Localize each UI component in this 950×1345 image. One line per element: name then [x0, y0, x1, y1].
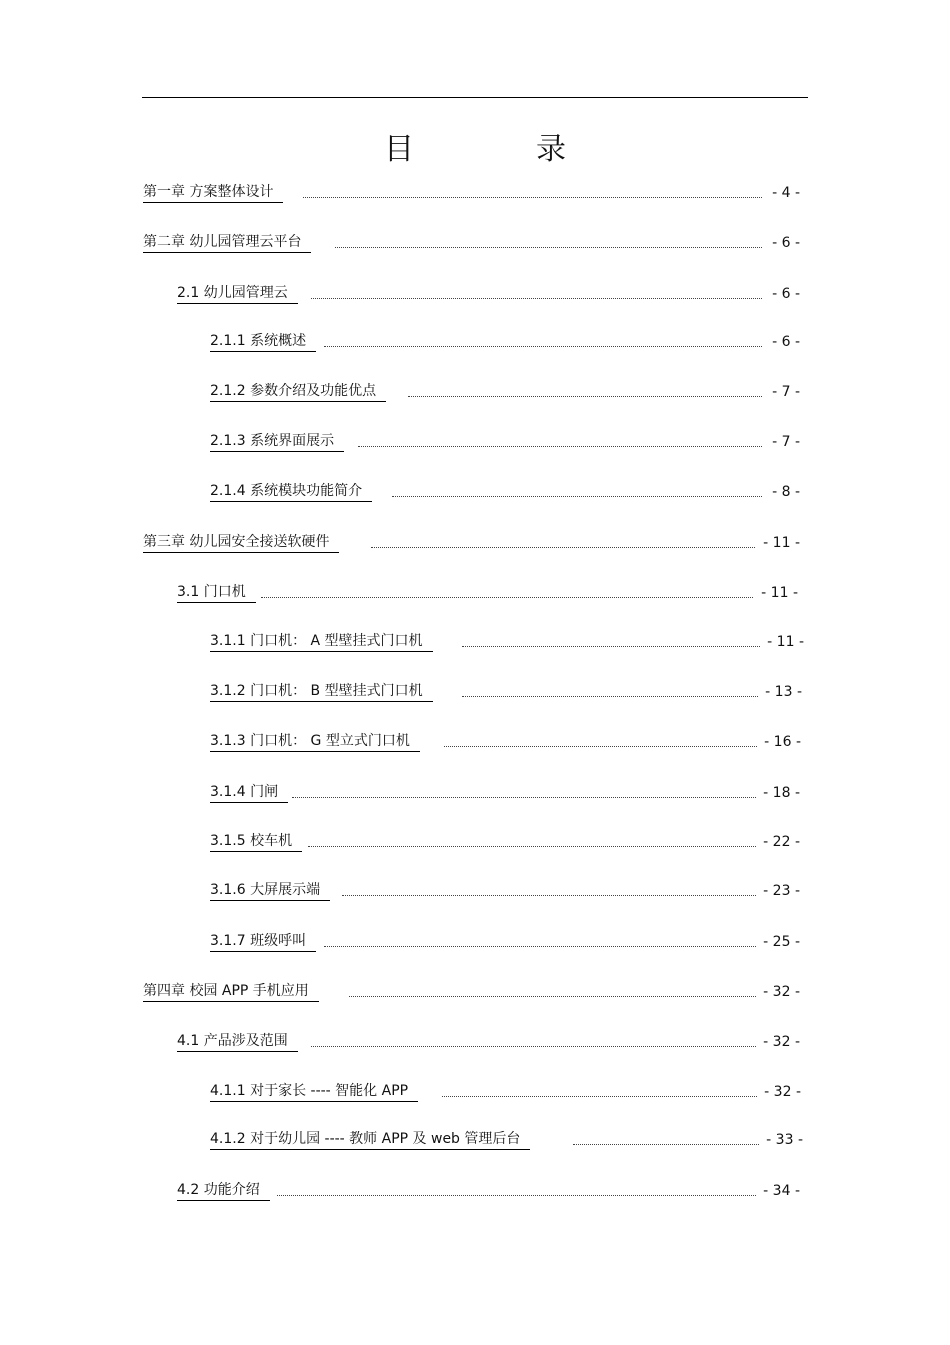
toc-entry-label: 3.1.7 班级呼叫	[210, 932, 316, 952]
header-rule	[142, 97, 808, 98]
toc-entry-label: 3.1 门口机	[177, 583, 256, 603]
toc-entry-page: - 13 -	[765, 684, 802, 700]
toc-entry-2-1-1[interactable]	[210, 332, 800, 352]
toc-leader-dots	[292, 797, 756, 798]
toc-entry-page: - 32 -	[764, 1084, 801, 1100]
toc-leader-dots	[392, 496, 762, 497]
toc-entry-page: - 18 -	[763, 785, 800, 801]
toc-leader-dots	[462, 696, 758, 697]
toc-entry-page: - 7 -	[772, 384, 800, 400]
toc-entry-label: 3.1.1 门口机： A 型壁挂式门口机	[210, 632, 433, 652]
toc-leader-dots	[277, 1195, 756, 1196]
toc-entry-chapter-4[interactable]	[143, 982, 800, 1002]
toc-entry-label: 3.1.3 门口机： G 型立式门口机	[210, 732, 420, 752]
toc-leader-dots	[324, 346, 762, 347]
toc-entry-2-1-2[interactable]	[210, 382, 800, 402]
toc-entry-label: 第三章 幼儿园安全接送软硬件	[143, 533, 339, 553]
toc-entry-3-1-3[interactable]	[210, 732, 801, 752]
toc-leader-dots	[358, 446, 762, 447]
toc-entry-label: 2.1.2 参数介绍及功能优点	[210, 382, 386, 402]
toc-leader-dots	[573, 1144, 759, 1145]
toc-leader-dots	[261, 597, 753, 598]
toc-entry-page: - 6 -	[772, 286, 800, 302]
toc-leader-dots	[308, 846, 756, 847]
toc-entry-2-1-4[interactable]	[210, 482, 800, 502]
page-title: 目 录	[384, 132, 612, 167]
toc-leader-dots	[311, 298, 762, 299]
toc-entry-label: 第一章 方案整体设计	[143, 183, 283, 203]
toc-entry-page: - 16 -	[764, 734, 801, 750]
toc-entry-label: 2.1.3 系统界面展示	[210, 432, 344, 452]
toc-entry-page: - 25 -	[763, 934, 800, 950]
toc-entry-page: - 11 -	[761, 585, 798, 601]
toc-entry-label: 第四章 校园 APP 手机应用	[143, 982, 319, 1002]
toc-entry-label: 4.1.2 对于幼儿园 ---- 教师 APP 及 web 管理后台	[210, 1130, 530, 1150]
toc-entry-label: 4.2 功能介绍	[177, 1181, 270, 1201]
toc-entry-2-1-3[interactable]	[210, 432, 800, 452]
toc-entry-label: 3.1.2 门口机： B 型壁挂式门口机	[210, 682, 433, 702]
toc-entry-page: - 4 -	[772, 185, 800, 201]
toc-entry-page: - 11 -	[767, 634, 804, 650]
toc-entry-page: - 6 -	[772, 235, 800, 251]
toc-leader-dots	[303, 197, 762, 198]
toc-entry-label: 3.1.6 大屏展示端	[210, 881, 330, 901]
toc-entry-3-1-6[interactable]	[210, 881, 800, 901]
toc-entry-page: - 6 -	[772, 334, 800, 350]
toc-entry-3-1-2[interactable]	[210, 682, 802, 702]
toc-entry-4-2[interactable]	[177, 1181, 800, 1201]
toc-entry-page: - 11 -	[763, 535, 800, 551]
toc-entry-label: 2.1 幼儿园管理云	[177, 284, 298, 304]
toc-entry-page: - 33 -	[766, 1132, 803, 1148]
toc-leader-dots	[371, 547, 755, 548]
toc-entry-page: - 7 -	[772, 434, 800, 450]
toc-leader-dots	[335, 247, 762, 248]
toc-entry-chapter-2[interactable]	[143, 233, 800, 253]
toc-leader-dots	[442, 1096, 757, 1097]
toc-entry-3-1-4[interactable]	[210, 783, 800, 803]
toc-entry-label: 第二章 幼儿园管理云平台	[143, 233, 311, 253]
toc-entry-chapter-1[interactable]	[143, 183, 800, 203]
toc-entry-page: - 34 -	[763, 1183, 800, 1199]
toc-entry-4-1-2[interactable]	[210, 1130, 803, 1150]
toc-entry-chapter-3[interactable]	[143, 533, 800, 553]
toc-entry-2-1[interactable]	[177, 284, 800, 304]
toc-leader-dots	[311, 1046, 756, 1047]
toc-leader-dots	[342, 895, 756, 896]
toc-entry-3-1-5[interactable]	[210, 832, 800, 852]
toc-entry-3-1-1[interactable]	[210, 632, 804, 652]
toc-entry-label: 2.1.1 系统概述	[210, 332, 316, 352]
toc-entry-page: - 32 -	[763, 1034, 800, 1050]
toc-entry-label: 3.1.4 门闸	[210, 783, 288, 803]
toc-entry-3-1[interactable]	[177, 583, 798, 603]
toc-entry-label: 3.1.5 校车机	[210, 832, 302, 852]
toc-entry-page: - 23 -	[763, 883, 800, 899]
toc-leader-dots	[462, 646, 760, 647]
toc-entry-page: - 32 -	[763, 984, 800, 1000]
toc-entry-3-1-7[interactable]	[210, 932, 800, 952]
toc-entry-label: 4.1.1 对于家长 ---- 智能化 APP	[210, 1082, 418, 1102]
toc-leader-dots	[324, 946, 756, 947]
toc-leader-dots	[349, 996, 756, 997]
toc-entry-page: - 8 -	[772, 484, 800, 500]
toc-entry-label: 2.1.4 系统模块功能简介	[210, 482, 372, 502]
toc-leader-dots	[444, 746, 757, 747]
toc-entry-4-1[interactable]	[177, 1032, 800, 1052]
toc-entry-label: 4.1 产品涉及范围	[177, 1032, 298, 1052]
toc-entry-4-1-1[interactable]	[210, 1082, 801, 1102]
toc-leader-dots	[408, 396, 762, 397]
toc-entry-page: - 22 -	[763, 834, 800, 850]
